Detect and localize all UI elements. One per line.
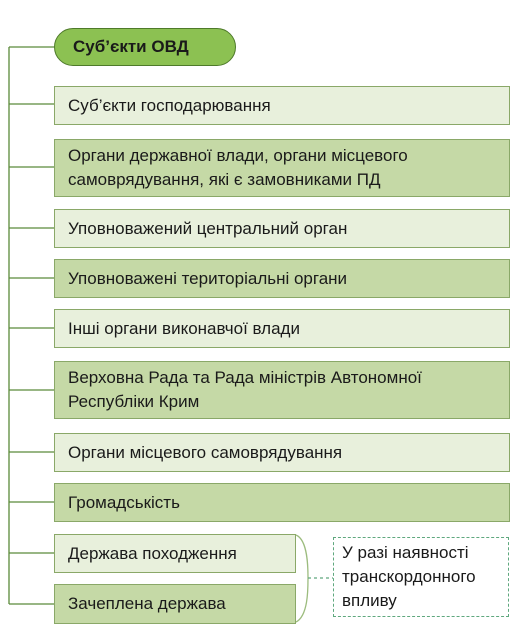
- transboundary-note: [333, 537, 509, 617]
- box-label: Держава походження: [68, 543, 237, 563]
- box-state-of-origin: [54, 534, 296, 573]
- box-label: Громадськість: [68, 492, 180, 512]
- box-label: Уповноважений центральний орган: [68, 218, 348, 238]
- title-pill: [54, 28, 236, 66]
- box-label: Зачеплена держава: [68, 594, 226, 613]
- box-label: Органи державної влади, органи місцевого самоврядування, які є замовниками ПД: [68, 146, 408, 189]
- box-authorized-territorial-bodies: [54, 259, 510, 298]
- box-local-self-government: [54, 433, 510, 472]
- box-affected-state: [54, 584, 296, 624]
- box-label: Верховна Рада та Рада міністрів Автономної Республіки Крим: [68, 368, 422, 411]
- group-brace: [296, 535, 308, 622]
- box-public: [54, 483, 510, 522]
- box-verkhovna-rada-crimea: [54, 361, 510, 419]
- box-label: Органи місцевого самоврядування: [68, 442, 343, 462]
- box-label: Суб’єкти господарювання: [68, 95, 271, 115]
- box-label: Уповноважені територіальні органи: [68, 268, 348, 288]
- box-authorized-central-body: [54, 209, 510, 248]
- box-other-executive-bodies: [54, 309, 510, 348]
- box-label: Інші органи виконавчої влади: [68, 318, 300, 338]
- box-subjects-of-economic-activity: [54, 86, 510, 125]
- box-state-authorities-customers: [54, 139, 510, 197]
- note-text: У разі наявності транскордонного впливу: [342, 543, 476, 610]
- title-label: Суб’єкти ОВД: [73, 37, 189, 56]
